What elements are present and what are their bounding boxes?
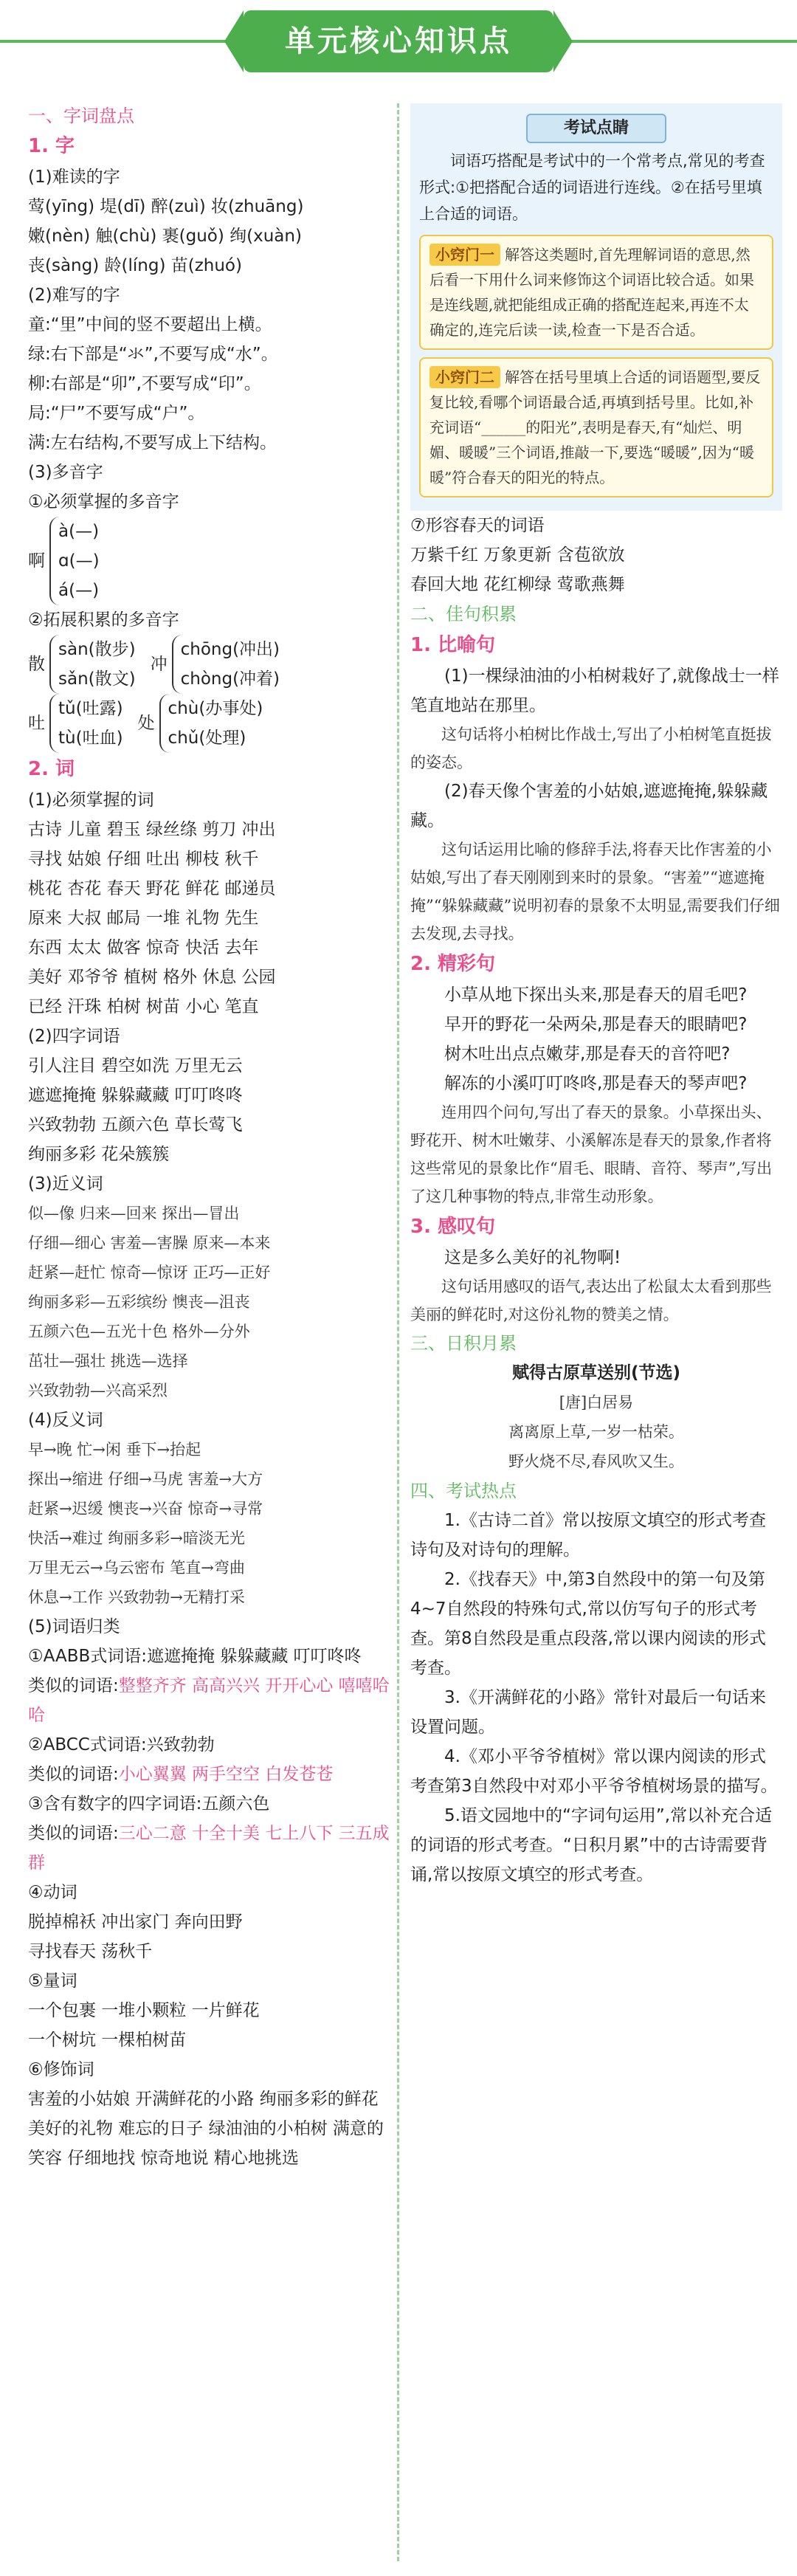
text-line: 柳:右部是“卯”,不要写成“印”。 — [28, 374, 261, 393]
sentence: 小草从地下探出头来,那是春天的眉毛吧? — [444, 985, 748, 1005]
hot-item: 3.《开满鲜花的小路》常针对最后一句话来设置问题。 — [410, 1688, 766, 1737]
label: (4)反义词 — [28, 1411, 103, 1430]
word-line: 探出→缩进 仔细→马虎 害羞→大方 — [28, 1470, 263, 1488]
sentence: 早开的野花一朵两朵,那是春天的眼睛吧? — [444, 1015, 748, 1034]
sentence: (1)一棵绿油油的小柏树栽好了,就像战士一样笔直地站在那里。 — [410, 667, 779, 715]
polyphone-row — [28, 635, 390, 694]
brace — [159, 694, 263, 753]
reading: sàn(散步) — [58, 640, 136, 659]
right-column — [410, 103, 782, 2569]
brace — [172, 635, 280, 694]
sentence: 树木吐出点点嫩芽,那是春天的音符吧? — [444, 1044, 731, 1064]
sentence: 解冻的小溪叮叮咚咚,那是春天的琴声吧? — [444, 1074, 748, 1093]
text-line: 莺(yīng) 堤(dī) 醉(zuì) 妆(zhuāng) — [28, 197, 304, 216]
poly-char: 啊 — [28, 551, 45, 571]
reading: tù(吐血) — [58, 729, 123, 748]
tip-box — [419, 357, 773, 497]
word-line: 兴致勃勃 五颜六色 草长莺飞 — [28, 1115, 243, 1134]
text-line: 嫩(nèn) 触(chù) 裹(guǒ) 绚(xuàn) — [28, 227, 302, 246]
label: ②拓展积累的多音字 — [28, 610, 179, 630]
word-line: 东西 太太 做客 惊奇 快活 去年 — [28, 938, 259, 957]
polyphone-row — [28, 694, 390, 753]
sentence: 这是多么美好的礼物啊! — [444, 1248, 621, 1267]
sentence: (2)春天像个害羞的小姑娘,遮遮掩掩,躲躲藏藏。 — [410, 782, 768, 830]
reading: chù(办事处) — [168, 699, 263, 718]
similar-label: 类似的词语: — [28, 1765, 119, 1784]
word-line: 寻找 姑娘 仔细 吐出 柳枝 秋千 — [28, 850, 259, 869]
sentence-note: 这句话用感叹的语气,表达出了松鼠太太看到那些美丽的鲜花时,对这份礼物的赞美之情。 — [410, 1278, 772, 1323]
word-line: 兴致勃勃—兴高采烈 — [28, 1382, 168, 1399]
word-line: 引人注目 碧空如洗 万里无云 — [28, 1056, 243, 1075]
word-line: 赶紧—赶忙 惊奇—惊讶 正巧—正好 — [28, 1264, 271, 1281]
hot-item: 5.语文园地中的“字词句运用”,常以补充合适的词语的形式考查。“日积月累”中的古诗需要背诵,常以按原文填空的形式考查。 — [410, 1806, 773, 1884]
poem-line: 离离原上草,一岁一枯荣。 — [508, 1423, 684, 1441]
poly-char: 处 — [137, 714, 155, 733]
subsection-heading: 2. 精彩句 — [410, 953, 496, 975]
polyphone-group — [28, 635, 136, 694]
subsection-heading: 3. 感叹句 — [410, 1216, 496, 1238]
word-line: 原来 大叔 邮局 一堆 礼物 先生 — [28, 909, 259, 928]
text-line: 童:“里”中间的竖不要超出上横。 — [28, 315, 272, 334]
text-line: 满:左右结构,不要写成上下结构。 — [28, 433, 277, 452]
reading: ɑ(—) — [58, 551, 100, 571]
subsection-heading: 1. 字 — [28, 135, 75, 157]
hot-item: 4.《邓小平爷爷植树》常以课内阅读的形式考查第3自然段中对邓小平爷爷植树场景的描写。 — [410, 1747, 778, 1796]
word-line: 似—像 归来—回来 探出—冒出 — [28, 1205, 240, 1222]
category-line: ④动词 — [28, 1883, 77, 1902]
similar-label: 类似的词语: — [28, 1676, 119, 1695]
title-banner — [0, 10, 797, 72]
similar-line — [28, 1671, 390, 1730]
category-line: ③含有数字的四字词语:五颜六色 — [28, 1794, 270, 1814]
reading: chòng(冲着) — [180, 669, 280, 689]
reading: tǔ(吐露) — [58, 699, 123, 718]
section-heading: 三、日积月累 — [410, 1333, 517, 1354]
similar-words: 整整齐齐 高高兴兴 开开心心 嘻嘻哈哈 — [28, 1676, 390, 1725]
poly-char: 吐 — [28, 714, 45, 733]
brace — [49, 694, 123, 753]
tip-text: 解答在括号里填上合适的词语题型,要反复比较,看哪个词语最合适,再填到括号里。比如,补充词语“______的阳光”,表明是春天,有“灿烂、明媚、暖暖”三个词语,推敲一下,要选“暖暖”,因为“暖暖”符合春天的阳光的特点。 — [429, 368, 761, 486]
reading: à(—) — [58, 522, 100, 541]
label: (5)词语归类 — [28, 1617, 120, 1636]
word-line: 五颜六色—五光十色 格外—分外 — [28, 1323, 250, 1340]
reading: chōng(冲出) — [180, 640, 280, 659]
label: ①必须掌握的多音字 — [28, 492, 179, 512]
category-line: ①AABB式词语:遮遮掩掩 躲躲藏藏 叮叮咚咚 — [28, 1647, 362, 1666]
exam-focus-box — [410, 103, 782, 511]
polyphone-group — [28, 517, 390, 605]
tip-box — [419, 235, 773, 350]
brace — [49, 635, 136, 694]
poly-char: 冲 — [150, 655, 168, 674]
word-line: 美好 邓爷爷 植树 格外 休息 公园 — [28, 968, 276, 987]
label: ⑦形容春天的词语 — [410, 516, 545, 535]
label: (1)难读的字 — [28, 168, 120, 187]
polyphone-group — [138, 694, 263, 753]
tip-tag: 小窍门二 — [429, 366, 500, 388]
tip-text: 解答这类题时,首先理解词语的意思,然后看一下用什么词来修饰这个词语比较合适。如果是连线题,就把能组成正确的搭配连起来,再连不太确定的,连完后读一读,检查一下是否合适。 — [429, 246, 754, 339]
word-line: 一个包裹 一堆小颗粒 一片鲜花 — [28, 2001, 260, 2020]
subsection-heading: 1. 比喻句 — [410, 634, 496, 656]
poem-author: [唐]白居易 — [559, 1394, 634, 1411]
word-line: 万紫千红 万象更新 含苞欲放 — [410, 545, 625, 565]
word-line: 仔细—细心 害羞—害臊 原来—本来 — [28, 1234, 271, 1252]
word-line: 寻找春天 荡秋千 — [28, 1942, 153, 1961]
word-line: 古诗 儿童 碧玉 绿丝绦 剪刀 冲出 — [28, 820, 276, 839]
polyphone-group — [151, 635, 280, 694]
word-line: 一个树坑 一棵柏树苗 — [28, 2031, 187, 2050]
poly-char: 散 — [28, 655, 45, 674]
section-heading: 一、字词盘点 — [28, 106, 134, 126]
word-line: 脱掉棉袄 冲出家门 奔向田野 — [28, 1912, 243, 1932]
reading: chǔ(处理) — [168, 729, 246, 748]
word-line: 春回大地 花红柳绿 莺歌燕舞 — [410, 575, 625, 594]
similar-words: 小心翼翼 两手空空 白发苍苍 — [118, 1765, 334, 1784]
word-line: 茁壮—强壮 挑选—选择 — [28, 1352, 188, 1370]
category-line: ⑤量词 — [28, 1971, 77, 1991]
section-heading: 二、佳句积累 — [410, 604, 517, 624]
category-line: ②ABCC式词语:兴致勃勃 — [28, 1735, 215, 1754]
word-line: 遮遮掩掩 躲躲藏藏 叮叮咚咚 — [28, 1086, 243, 1105]
similar-label: 类似的词语: — [28, 1824, 119, 1843]
page-title: 单元核心知识点 — [244, 10, 553, 72]
left-column — [28, 102, 390, 2567]
label: (1)必须掌握的词 — [28, 791, 154, 810]
label: (2)难写的字 — [28, 286, 120, 305]
brace — [49, 517, 100, 605]
word-line: 早→晚 忙→闲 垂下→抬起 — [28, 1441, 201, 1459]
word-paragraph: 害羞的小姑娘 开满鲜花的小路 绚丽多彩的鲜花 美好的礼物 难忘的日子 绿油油的小柏树 满意的笑容 仔细地找 惊奇地说 精心地挑选 — [28, 2090, 384, 2168]
sentence-note: 这句话运用比喻的修辞手法,将春天比作害羞的小姑娘,写出了春天刚刚到来时的景象。“害羞”“遮遮掩掩”“躲躲藏藏”说明初春的景象不太明显,需要我们仔细去发现,去寻找。 — [410, 841, 780, 943]
polyphone-group — [28, 694, 123, 753]
subsection-heading: 2. 词 — [28, 758, 75, 780]
similar-words: 三心二意 十全十美 七上八下 三五成群 — [28, 1824, 390, 1873]
word-line: 已经 汗珠 柏树 树苗 小心 笔直 — [28, 997, 259, 1016]
label: (2)四字词语 — [28, 1027, 120, 1046]
tip-tag: 小窍门一 — [429, 244, 500, 266]
label: (3)多音字 — [28, 463, 103, 482]
reading: sǎn(散文) — [58, 669, 136, 689]
text-line: 绿:右下部是“氺”,不要写成“水”。 — [28, 345, 278, 364]
reading: á(—) — [58, 581, 100, 600]
column-divider — [397, 103, 399, 2561]
exam-focus-title: 考试点睛 — [526, 114, 666, 143]
word-line: 绚丽多彩—五彩缤纷 懊丧—沮丧 — [28, 1293, 250, 1311]
hot-item: 2.《找春天》中,第3自然段中的第一句及第4~7自然段的特殊句式,常以仿写句子的形式考查。第8自然段是重点段落,常以课内阅读的形式考查。 — [410, 1570, 766, 1678]
section-heading: 四、考试热点 — [410, 1481, 517, 1501]
poem-line: 野火烧不尽,春风吹又生。 — [508, 1453, 684, 1470]
word-line: 快活→难过 绚丽多彩→暗淡无光 — [28, 1529, 245, 1547]
text-line: 丧(sàng) 龄(líng) 苗(zhuó) — [28, 256, 242, 275]
text-line: 局:“尸”不要写成“户”。 — [28, 404, 205, 423]
sentence-note: 这句话将小柏树比作战士,写出了小柏树笔直挺拔的姿态。 — [410, 726, 772, 771]
word-line: 绚丽多彩 花朵簇簇 — [28, 1145, 170, 1164]
similar-line — [28, 1819, 390, 1878]
word-line: 赶紧→迟缓 懊丧→兴奋 惊奇→寻常 — [28, 1500, 263, 1518]
hot-item: 1.《古诗二首》常以按原文填空的形式考查诗句及对诗句的理解。 — [410, 1511, 766, 1560]
poem-title: 赋得古原草送别(节选) — [511, 1363, 681, 1382]
exam-focus-text: 词语巧搭配是考试中的一个常考点,常见的考查形式:①把搭配合适的词语进行连线。②在括号里填上合适的词语。 — [419, 152, 765, 223]
word-line: 桃花 杏花 春天 野花 鲜花 邮递员 — [28, 879, 276, 898]
word-line: 万里无云→乌云密布 笔直→弯曲 — [28, 1559, 245, 1577]
word-line: 休息→工作 兴致勃勃→无精打采 — [28, 1588, 245, 1606]
category-line: ⑥修饰词 — [28, 2060, 94, 2079]
similar-line — [28, 1760, 390, 1789]
label: (3)近义词 — [28, 1174, 103, 1194]
sentence-note: 连用四个问句,写出了春天的景象。小草探出头、野花开、树木吐嫩芽、小溪解冻是春天的景象,作者将这些常见的景象比作“眉毛、眼睛、音符、琴声”,写出了这几种事物的特点,非常生动形象。 — [410, 1103, 773, 1205]
